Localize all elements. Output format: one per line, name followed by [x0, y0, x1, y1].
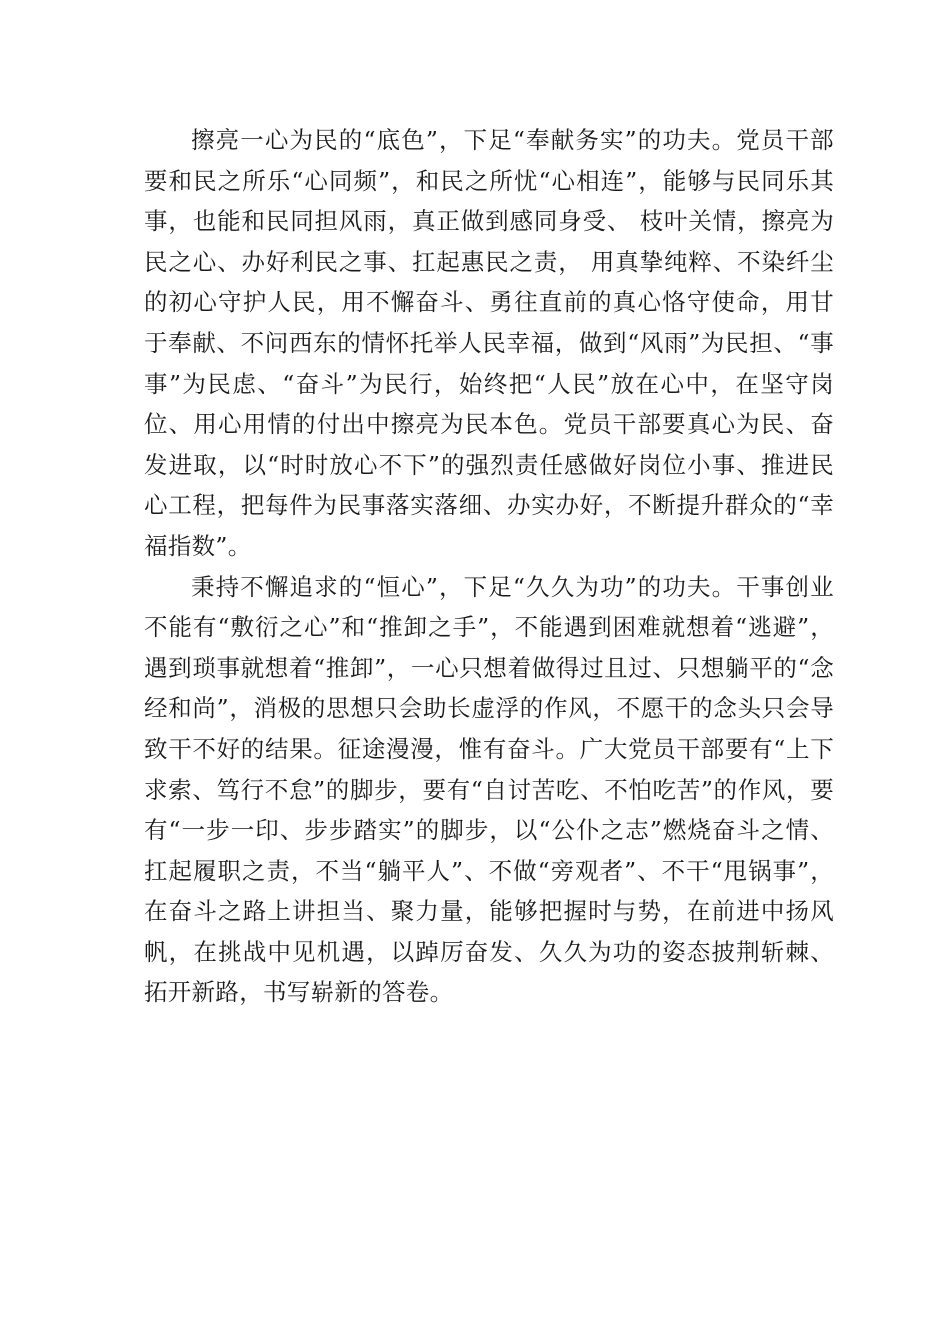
document-body: [144, 120, 834, 1013]
paragraph-2: 秉持不懈追求的“恒心”，下足“久久为功”的功夫。干事创业不能有“敷衍之心”和“推卸之手”，不能遇到困难就想着“逃避”，遇到琐事就想着“推卸”，一心只想着做得过且过、只想躺平的“念经和尚”，消极的思想只会助长虚浮的作风，不愿干的念头只会导致干不好的结果。征途漫漫，惟有奋斗。广大党员干部要有“上下求索、笃行不怠”的脚步，要有“自讨苦吃、不怕吃苦”的作风，要有“一步一印、步步踏实”的脚步，以“公仆之志”燃烧奋斗之情、扛起履职之责，不当“躺平人”、不做“旁观者”、不干“甩锅事”，在奋斗之路上讲担当、聚力量，能够把握时与势，在前进中扬风帆，在挑战中见机遇，以踔厉奋发、久久为功的姿态披荆斩棘、拓开新路，书写崭新的答卷。: [144, 572, 834, 1007]
paragraph-1: 擦亮一心为民的“底色”，下足“奉献务实”的功夫。党员干部要和民之所乐“心同频”，和民之所忧“心相连”，能够与民同乐其事，也能和民同担风雨，真正做到感同身受、 枝叶关情，擦亮为民之心、办好利民之事、扛起惠民之责， 用真挚纯粹、不染纤尘的初心守护人民，用不懈奋斗、勇往直前的真心恪守使命，用甘于奉献、不问西东的情怀托举人民幸福，做到“风雨”为民担、“事事”为民虑、“奋斗”为民行，始终把“人民”放在心中，在坚守岗位、用心用情的付出中擦亮为民本色。党员干部要真心为民、奋发进取，以“时时放心不下”的强烈责任感做好岗位小事、推进民心工程，把每件为民事落实落细、办实办好，不断提升群众的“幸福指数”。: [144, 126, 834, 560]
